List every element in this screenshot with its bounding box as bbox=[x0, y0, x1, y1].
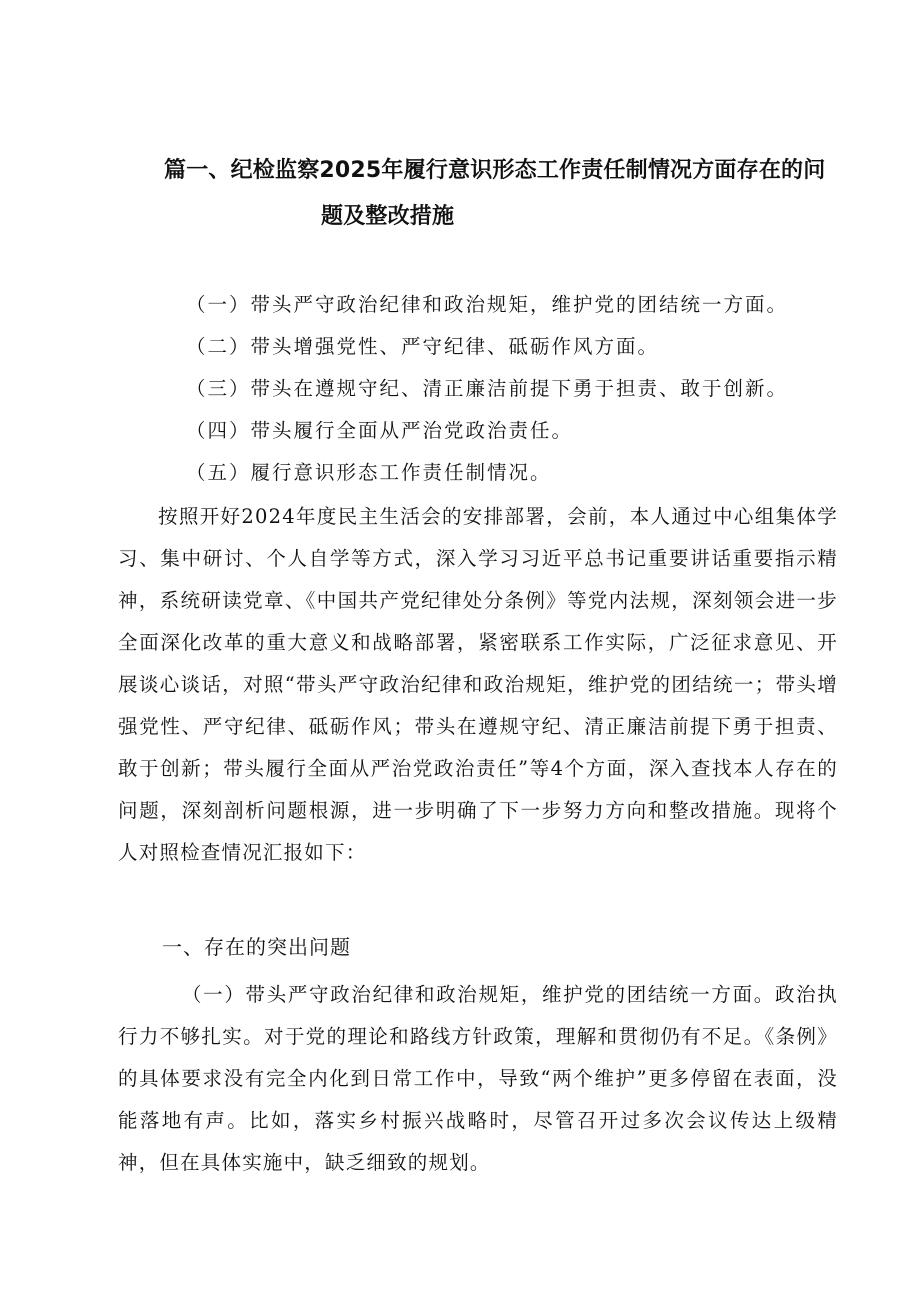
section-heading: 一、存在的突出问题 bbox=[162, 935, 351, 959]
outline-list bbox=[186, 284, 866, 494]
section-paragraph: （一）带头严守政治纪律和政治规矩，维护党的团结统一方面。政治执行力不够扎实。对于党的理论和路线方针政策，理解和贯彻仍有不足。《条例》的具体要求没有完全内化到日常工作中，导致“两个维护”更多停留在表面，没能落地有声。比如，落实乡村振兴战略时，尽管召开过多次会议传达上级精神，但在具体实施中，缺乏细致的规划。 bbox=[118, 983, 838, 1174]
outline-item: （二）带头增强党性、严守纪律、砥砺作风方面。 bbox=[186, 335, 660, 358]
document-title bbox=[150, 148, 850, 240]
outline-item: （一）带头严守政治纪律和政治规矩，维护党的团结统一方面。 bbox=[186, 293, 789, 316]
title-line-1: 篇一、纪检监察2025年履行意识形态工作责任制情况方面存在的问 bbox=[164, 158, 826, 183]
title-line-2: 题及整改措施 bbox=[321, 204, 455, 229]
intro-paragraph: 按照开好2024年度民主生活会的安排部署，会前，本人通过中心组集体学习、集中研讨、个人自学等方式，深入学习习近平总书记重要讲话重要指示精神，系统研读党章、《中国共产党纪律处分条例》等党内法规，深刻领会进一步全面深化改革的重大意义和战略部署，紧密联系工作实际，广泛征求意见、开展谈心谈话，对照“带头严守政治纪律和政治规矩，维护党的团结统一；带头增强党性、严守纪律、砥砺作风；带头在遵规守纪、清正廉洁前提下勇于担责、敢于创新；带头履行全面从严治党政治责任”等4个方面，深入查找本人存在的问题，深刻剖析问题根源，进一步明确了下一步努力方向和整改措施。现将个人对照检查情况汇报如下： bbox=[118, 505, 838, 864]
outline-item: （四）带头履行全面从严治党政治责任。 bbox=[186, 419, 574, 442]
outline-item: （五）履行意识形态工作责任制情况。 bbox=[186, 461, 552, 484]
outline-item: （三）带头在遵规守纪、清正廉洁前提下勇于担责、敢于创新。 bbox=[186, 377, 789, 400]
